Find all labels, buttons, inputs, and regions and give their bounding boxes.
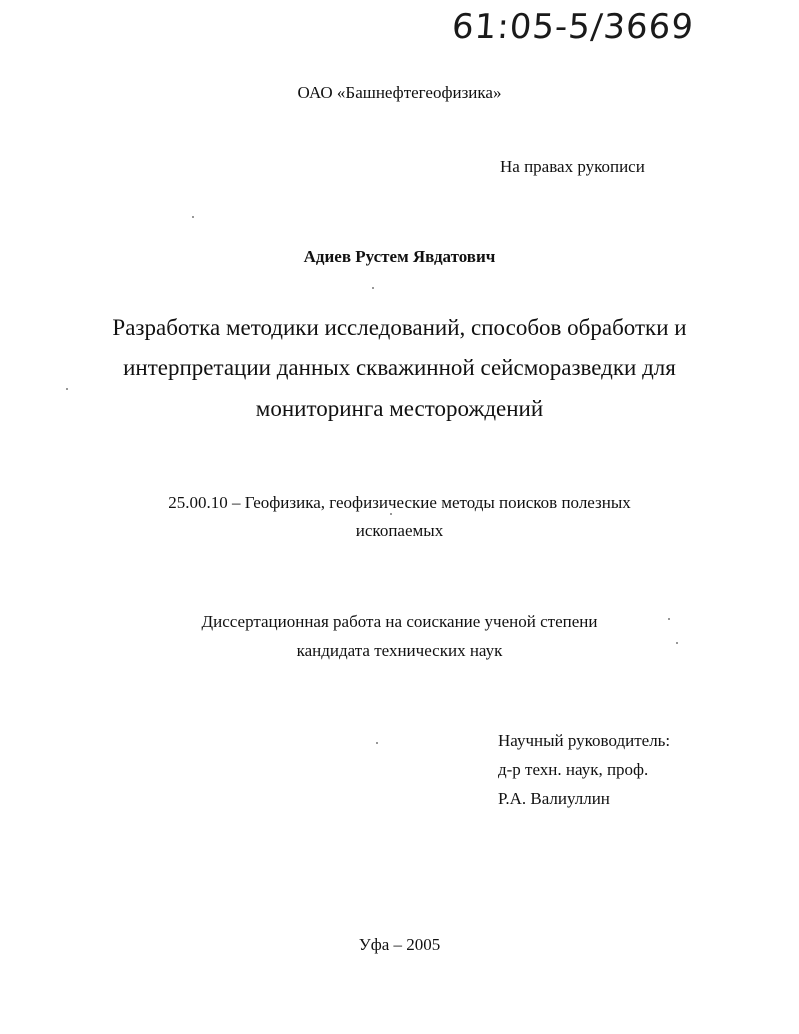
degree-statement	[0, 608, 799, 666]
advisor-degree: д-р техн. наук, проф.	[498, 760, 649, 780]
specialty-code	[0, 489, 799, 545]
advisor-label: Научный руководитель:	[498, 731, 671, 750]
scan-speck	[676, 642, 678, 644]
scan-speck	[66, 388, 68, 390]
organization-name: ОАО «Башнефтегеофизика»	[297, 83, 502, 102]
degree-line: Диссертационная работа на соискание ученой степени	[201, 612, 598, 631]
city-year: Уфа – 2005	[358, 935, 441, 954]
title-line: Разработка методики исследований, способов обработки и	[112, 315, 687, 340]
scan-speck	[390, 513, 392, 515]
title-line: интерпретации данных скважинной сейсморазведки для	[123, 355, 676, 381]
scan-speck	[192, 216, 194, 218]
archive-number-handwritten: 61:05-5/3669	[450, 7, 696, 47]
dissertation-title	[0, 308, 799, 429]
scan-speck	[668, 618, 670, 620]
scan-speck	[376, 742, 378, 744]
manuscript-rights-note: На правах рукописи	[500, 157, 645, 176]
scientific-advisor	[498, 726, 670, 814]
author-name: Адиев Рустем Явдатович	[303, 247, 496, 266]
title-line: мониторинга месторождений	[255, 395, 544, 421]
advisor-name: Р.А. Валиуллин	[498, 789, 610, 809]
degree-line: кандидата технических наук	[296, 640, 503, 660]
specialty-line: 25.00.10 – Геофизика, геофизические методы поисков полезных	[168, 493, 631, 512]
scan-speck	[372, 287, 374, 289]
specialty-line: ископаемых	[355, 521, 444, 541]
